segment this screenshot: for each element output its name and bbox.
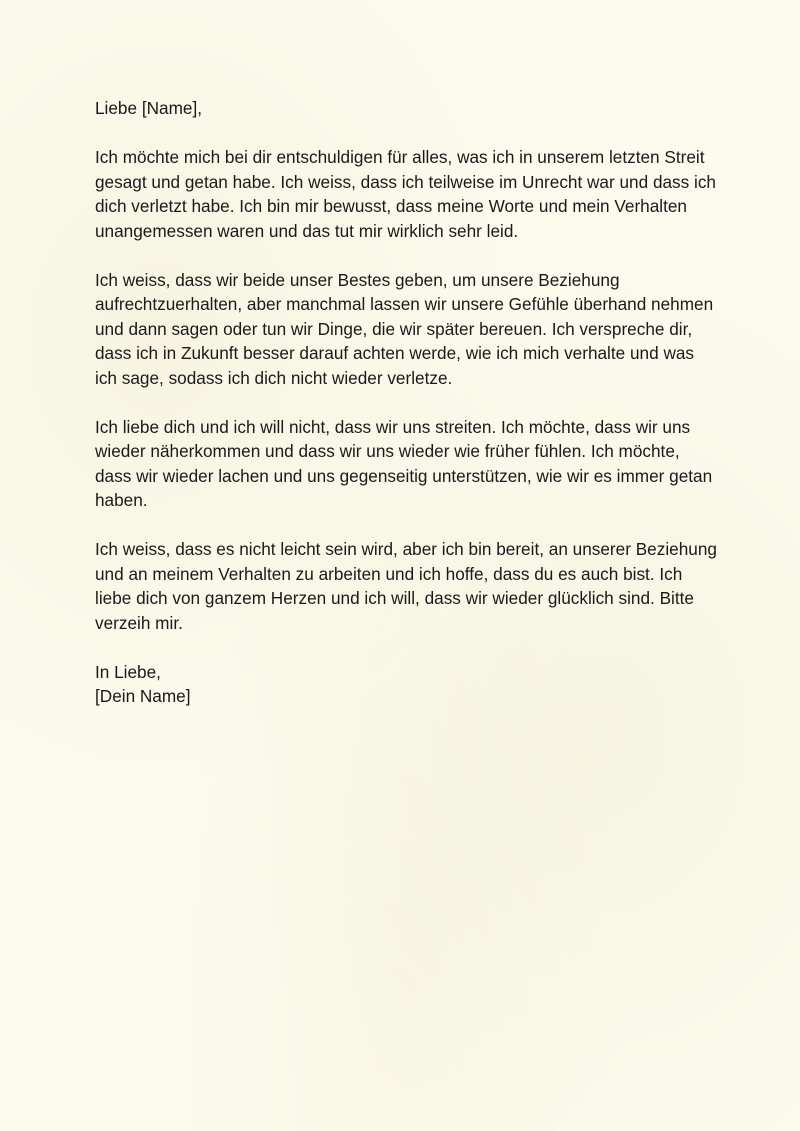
letter-body [95, 96, 720, 733]
signature: [Dein Name] [95, 686, 191, 706]
salutation: Liebe [Name], [95, 98, 203, 118]
closing-block [95, 660, 720, 709]
paragraph-3: Ich liebe dich und ich will nicht, dass wir uns streiten. Ich möchte, dass wir uns wieder näherkommen und dass wir uns wieder wie früher fühlen. Ich möchte, dass wir wieder lachen und uns gegenseitig unterstützen, wie wir es immer getan haben. [95, 416, 713, 510]
paragraph-1: Ich möchte mich bei dir entschuldigen für alles, was ich in unserem letzten Streit gesagt und getan habe. Ich weiss, dass ich teilweise im Unrecht war und dass ich dich verletzt habe. Ich bin mir bewusst, dass meine Worte und mein Verhalten unangemessen waren und das tut mir wirklich sehr leid. [95, 147, 716, 241]
closing: In Liebe, [95, 661, 161, 682]
paragraph-2: Ich weiss, dass wir beide unser Bestes geben, um unsere Beziehung aufrechtzuerhalten, aber manchmal lassen wir unsere Gefühle überhand nehmen und dann sagen oder tun wir Dinge, die wir später bereuen. Ich verspreche dir, dass ich in Zukunft besser darauf achten werde, wie ich mich verhalte und was ich sage, sodass ich dich nicht wieder verletze. [95, 269, 714, 388]
paragraph-4: Ich weiss, dass es nicht leicht sein wird, aber ich bin bereit, an unserer Beziehung und an meinem Verhalten zu arbeiten und ich hoffe, dass du es auch bist. Ich liebe dich von ganzem Herzen und ich will, dass wir wieder glücklich sind. Bitte verzeih mir. [95, 539, 717, 633]
